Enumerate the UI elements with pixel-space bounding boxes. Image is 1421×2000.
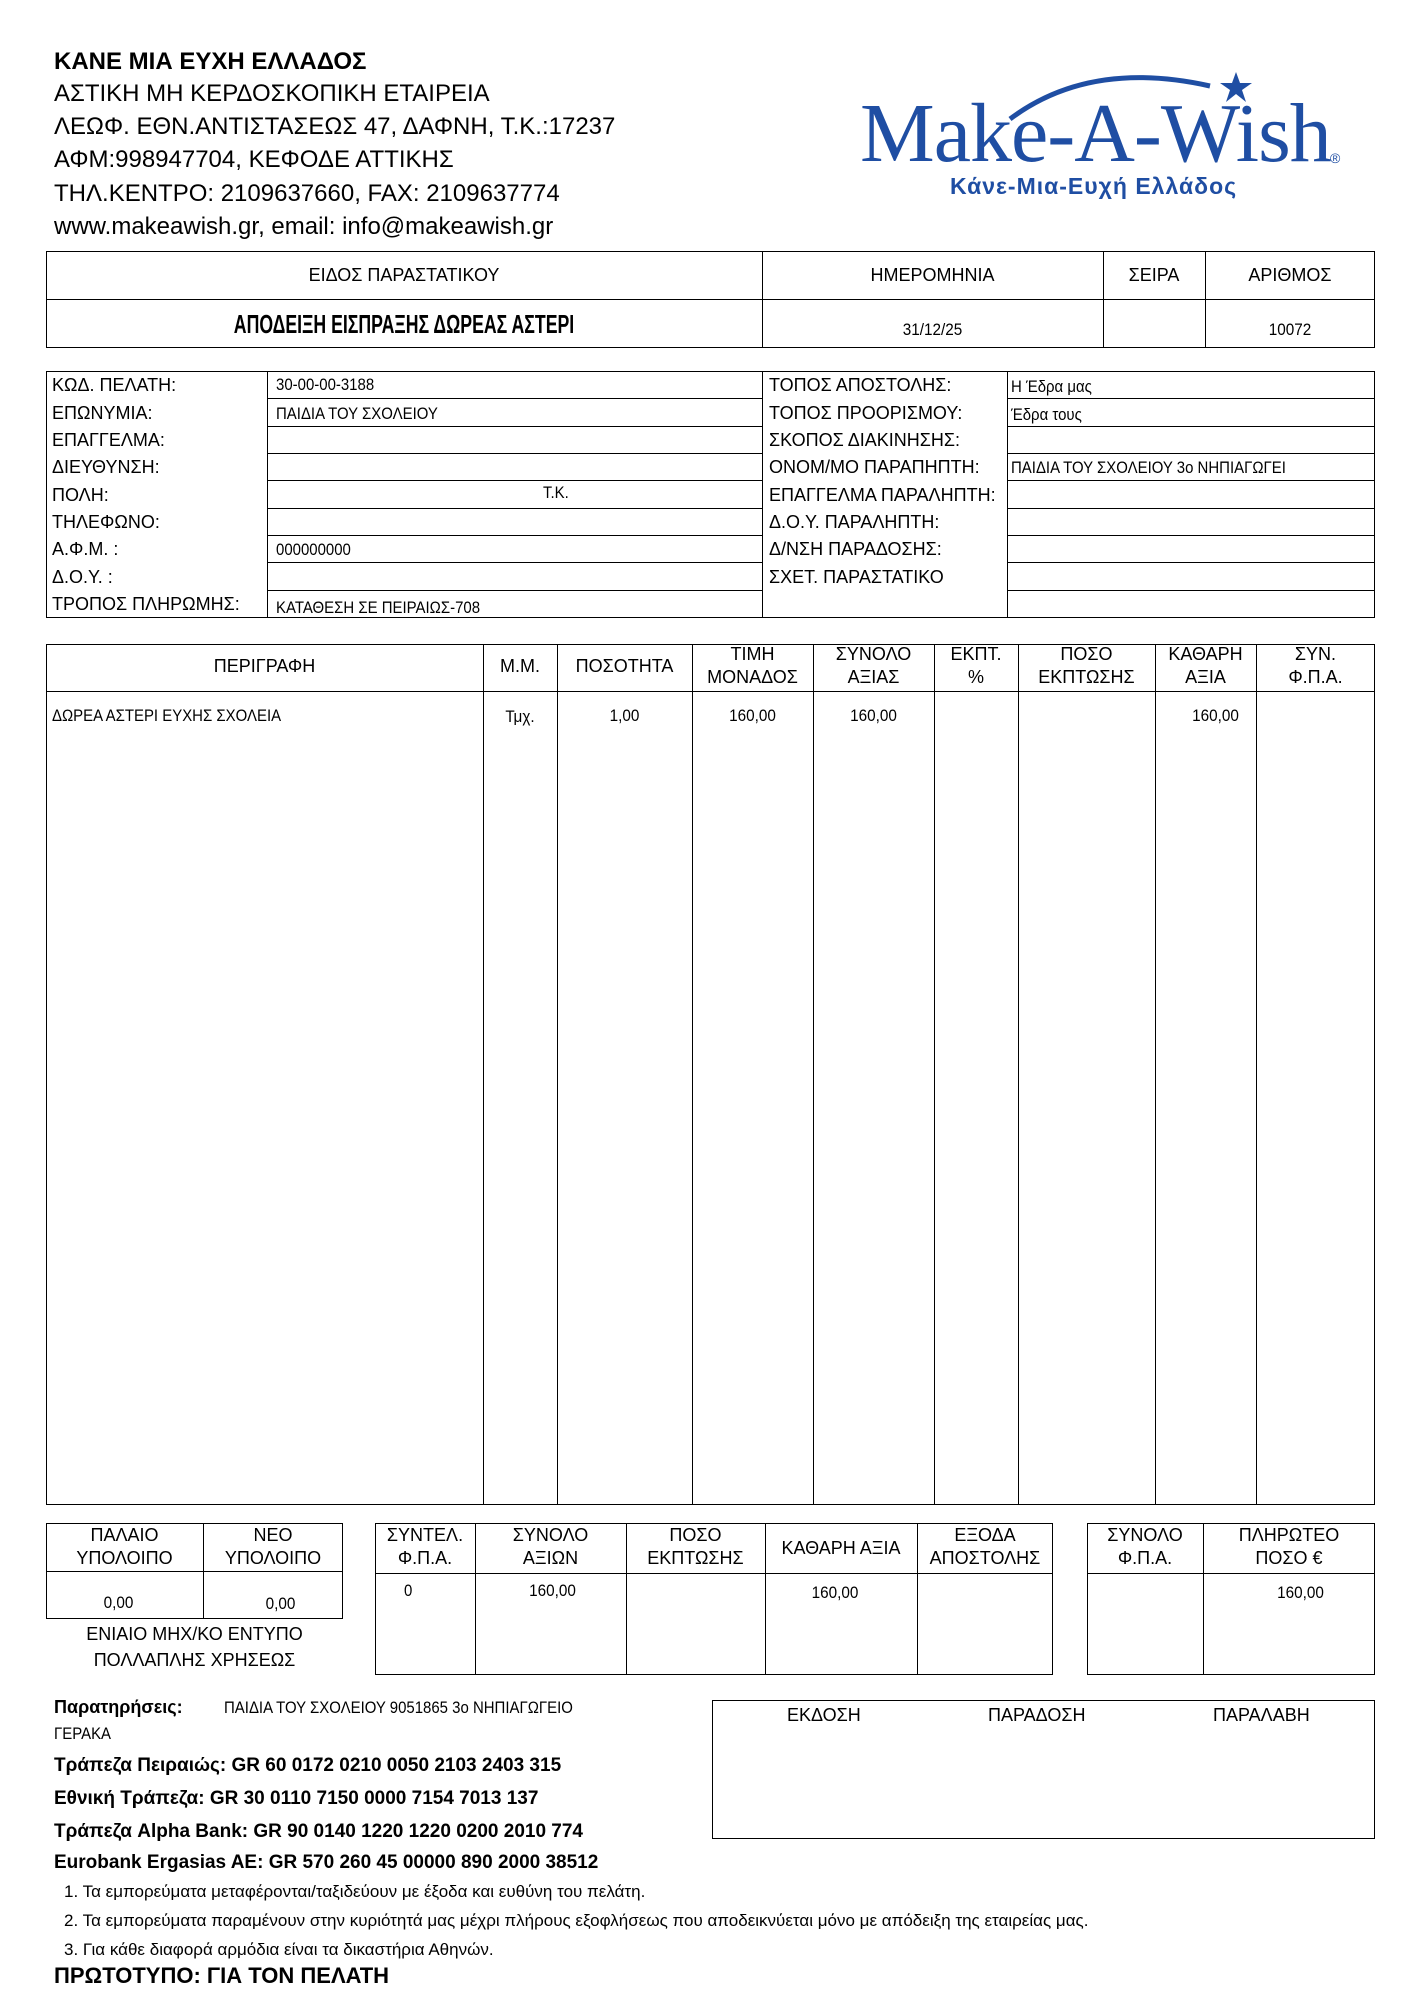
customer-zip-label: Τ.Κ. (543, 483, 569, 502)
customer-afm-label: Α.Φ.Μ. : (52, 539, 119, 559)
logo-tagline: Κάνε-Μια-Ευχή Ελλάδος (950, 173, 1238, 199)
customer-city-label: ΠΟΛΗ: (52, 485, 109, 505)
customer-payment-label: ΤΡΟΠΟΣ ΠΛΗΡΩΜΗΣ: (52, 594, 240, 614)
total-net-label: ΚΑΘΑΡΗ ΑΞΙΑ (781, 1538, 901, 1558)
signature-delivery: ΠΑΡΑΔΟΣΗ (988, 1705, 1086, 1725)
payable-amount: 160,00 (1277, 1583, 1324, 1602)
signature-issue: ΕΚΔΟΣΗ (787, 1705, 861, 1725)
shipping-destination: Έδρα τους (1011, 405, 1082, 424)
col-net-value-header: ΚΑΘΑΡΗ ΑΞΙΑ (1168, 644, 1243, 687)
shipping-origin-label: ΤΟΠΟΣ ΑΠΟΣΤΟΛΗΣ: (769, 375, 952, 395)
item-description: ΔΩΡΕΑ ΑΣΤΕΡΙ ΕΥΧΗΣ ΣΧΟΛΕΙΑ (52, 706, 282, 725)
shipping-recipient-prof-label: ΕΠΑΓΓΕΛΜΑ ΠΑΡΑΛΗΠΤΗ: (769, 485, 996, 505)
issuer-name: ΚΑΝΕ ΜΙΑ ΕΥΧΗ ΕΛΛΑΔΟΣ (54, 48, 367, 75)
copy-footer: ΠΡΩΤΟΤΥΠΟ: ΓΙΑ ΤΟΝ ΠΕΛΑΤΗ (54, 1963, 390, 1988)
bank-piraeus: Τράπεζα Πειραιώς: GR 60 0172 0210 0050 2103 2403 315 (54, 1755, 562, 1776)
customer-address-label: ΔΙΕΥΘΥΝΣΗ: (52, 457, 160, 477)
customer-phone-label: ΤΗΛΕΦΩΝΟ: (52, 512, 160, 532)
payable-amount-label: ΠΛΗΡΩΤΕΟ ΠΟΣΟ € (1238, 1525, 1340, 1568)
bank-alpha: Τράπεζα Alpha Bank: GR 90 0140 1220 1220 0200 2010 774 (54, 1821, 583, 1842)
shipping-related-doc-label: ΣΧΕΤ. ΠΑΡΑΣΤΑΤΙΚΟ (769, 567, 944, 587)
doc-type-header: ΕΙΔΟΣ ΠΑΡΑΣΤΑΤΙΚΟΥ (308, 265, 500, 285)
vat-rate-label: ΣΥΝΤΕΛ. Φ.Π.Α. (386, 1525, 464, 1568)
term-2: 2. Τα εμπορεύματα παραμένουν στην κυριότητά μας μέχρι πλήρους εξοφλήσεως που αποδεικνύεται μόνο με απόδειξη της εταιρείας μας. (64, 1911, 1089, 1930)
new-balance-label: ΝΕΟ ΥΠΟΛΟΙΠΟ (224, 1525, 322, 1568)
remarks-text-1: ΠΑΙΔΙΑ ΤΟΥ ΣΧΟΛΕΙΟΥ 9051865 3ο ΝΗΠΙΑΓΩΓΕΙΟ (224, 1698, 573, 1717)
shipping-delivery-addr-label: Δ/ΝΣΗ ΠΑΡΑΔΟΣΗΣ: (769, 539, 942, 559)
customer-doy-label: Δ.Ο.Υ. : (52, 567, 113, 587)
customer-code: 30-00-00-3188 (276, 375, 375, 394)
col-discount-amt-header: ΠΟΣΟ ΕΚΠΤΩΣΗΣ (1038, 644, 1135, 687)
total-values: 160,00 (529, 1581, 576, 1600)
total-values-label: ΣΥΝΟΛΟ ΑΞΙΩΝ (512, 1525, 589, 1568)
item-quantity: 1,00 (609, 706, 640, 725)
issuer-address: ΛΕΩΦ. ΕΘΝ.ΑΝΤΙΣΤΑΣΕΩΣ 47, ΔΑΦΝΗ, Τ.Κ.:17237 (54, 113, 616, 140)
new-balance: 0,00 (265, 1594, 296, 1613)
doc-series-header: ΣΕΙΡΑ (1128, 265, 1180, 285)
shipping-recipient: ΠΑΙΔΙΑ ΤΟΥ ΣΧΟΛΕΙΟΥ 3ο ΝΗΠΙΑΓΩΓΕΙ (1011, 458, 1286, 477)
bank-eurobank: Eurobank Ergasias AE: GR 570 260 45 00000 890 2000 38512 (54, 1852, 599, 1873)
document-title: ΑΠΟΔΕΙΞΗ ΕΙΣΠΡΑΞΗΣ ΔΩΡΕΑΣ ΑΣΤΕΡΙ (233, 309, 575, 339)
item-net-value: 160,00 (1192, 706, 1239, 725)
signature-receipt: ΠΑΡΑΛΑΒΗ (1213, 1705, 1310, 1725)
doc-number-header: ΑΡΙΘΜΟΣ (1248, 265, 1332, 285)
shipping-recipient-doy-label: Δ.Ο.Υ. ΠΑΡΑΛΗΠΤΗ: (769, 512, 940, 532)
shipping-purpose-label: ΣΚΟΠΟΣ ΔΙΑΚΙΝΗΣΗΣ: (769, 430, 961, 450)
total-discount-label: ΠΟΣΟ ΕΚΠΤΩΣΗΣ (647, 1525, 744, 1568)
remarks-text-2: ΓΕΡΑΚΑ (54, 1724, 112, 1743)
col-vat-header: ΣΥΝ. Φ.Π.Α. (1288, 644, 1343, 687)
doc-date-header: ΗΜΕΡΟΜΗΝΙΑ (870, 265, 995, 285)
total-net: 160,00 (811, 1583, 859, 1602)
customer-code-label: ΚΩΔ. ΠΕΛΑΤΗ: (52, 375, 177, 395)
customer-shipping-table (46, 371, 1375, 618)
customer-afm: 000000000 (276, 540, 351, 559)
document-number: 10072 (1268, 320, 1312, 339)
document-date: 31/12/25 (902, 320, 963, 339)
customer-name-label: ΕΠΩΝΥΜΙΑ: (52, 403, 153, 423)
col-quantity-header: ΠΟΣΟΤΗΤΑ (575, 656, 674, 676)
remarks-label: Παρατηρήσεις: (54, 1697, 183, 1717)
col-description-header: ΠΕΡΙΓΡΑΦΗ (213, 656, 316, 676)
shipping-cost-label: ΕΞΟΔΑ ΑΠΟΣΤΟΛΗΣ (929, 1525, 1041, 1568)
item-total-value: 160,00 (850, 706, 897, 725)
customer-payment: ΚΑΤΑΘΕΣΗ ΣΕ ΠΕΙΡΑΙΩΣ-708 (276, 598, 481, 617)
item-unit: Τμχ. (505, 707, 535, 726)
shipping-recipient-label: ΟΝΟΜ/ΜΟ ΠΑΡΑΠΗΠΤΗ: (769, 457, 980, 477)
logo-wordmark: Make-A-Wish (860, 87, 1331, 180)
vat-rate: 0 (404, 1581, 413, 1600)
col-total-value-header: ΣΥΝΟΛΟ ΑΞΙΑΣ (835, 644, 912, 687)
term-3: 3. Για κάθε διαφορά αρμόδια είναι τα δικαστήρια Αθηνών. (64, 1940, 494, 1959)
col-unit-price-header: ΤΙΜΗ ΜΟΝΑΔΟΣ (707, 644, 798, 687)
old-balance: 0,00 (103, 1593, 134, 1612)
shipping-origin: Η Έδρα μας (1011, 377, 1092, 396)
issuer-web: www.makeawish.gr, email: info@makeawish.gr (54, 213, 554, 240)
issuer-type: ΑΣΤΙΚΗ ΜΗ ΚΕΡΔΟΣΚΟΠΙΚΗ ΕΤΑΙΡΕΙΑ (54, 80, 490, 107)
issuer-tax: ΑΦΜ:998947704, ΚΕΦΟΔΕ ΑΤΤΙΚΗΣ (54, 146, 454, 173)
bank-national: Εθνική Τράπεζα: GR 30 0110 7150 0000 7154 7013 137 (54, 1788, 539, 1809)
form-note-1: ΕΝΙΑΙΟ ΜΗΧ/ΚΟ ΕΝΤΥΠΟ (86, 1624, 303, 1644)
items-table (46, 644, 1375, 1505)
item-unit-price: 160,00 (729, 706, 776, 725)
term-1: 1. Τα εμπορεύματα μεταφέρονται/ταξιδεύουν με έξοδα και ευθύνη του πελάτη. (64, 1882, 646, 1901)
customer-profession-label: ΕΠΑΓΓΕΛΜΑ: (52, 430, 165, 450)
customer-name: ΠΑΙΔΙΑ ΤΟΥ ΣΧΟΛΕΙΟΥ (276, 404, 438, 423)
col-discount-pct-header: ΕΚΠΤ. % (950, 644, 1002, 687)
col-unit-header: Μ.Μ. (500, 656, 540, 676)
old-balance-label: ΠΑΛΑΙΟ ΥΠΟΛΟΙΠΟ (76, 1525, 173, 1568)
vat-total-label: ΣΥΝΟΛΟ Φ.Π.Α. (1107, 1525, 1183, 1568)
shipping-destination-label: ΤΟΠΟΣ ΠΡΟΟΡΙΣΜΟΥ: (769, 403, 963, 423)
form-note-2: ΠΟΛΛΑΠΛΗΣ ΧΡΗΣΕΩΣ (93, 1650, 296, 1670)
registered-mark: ® (1330, 150, 1341, 166)
issuer-phone: ΤΗΛ.ΚΕΝΤΡΟ: 2109637660, FAX: 2109637774 (54, 180, 560, 207)
